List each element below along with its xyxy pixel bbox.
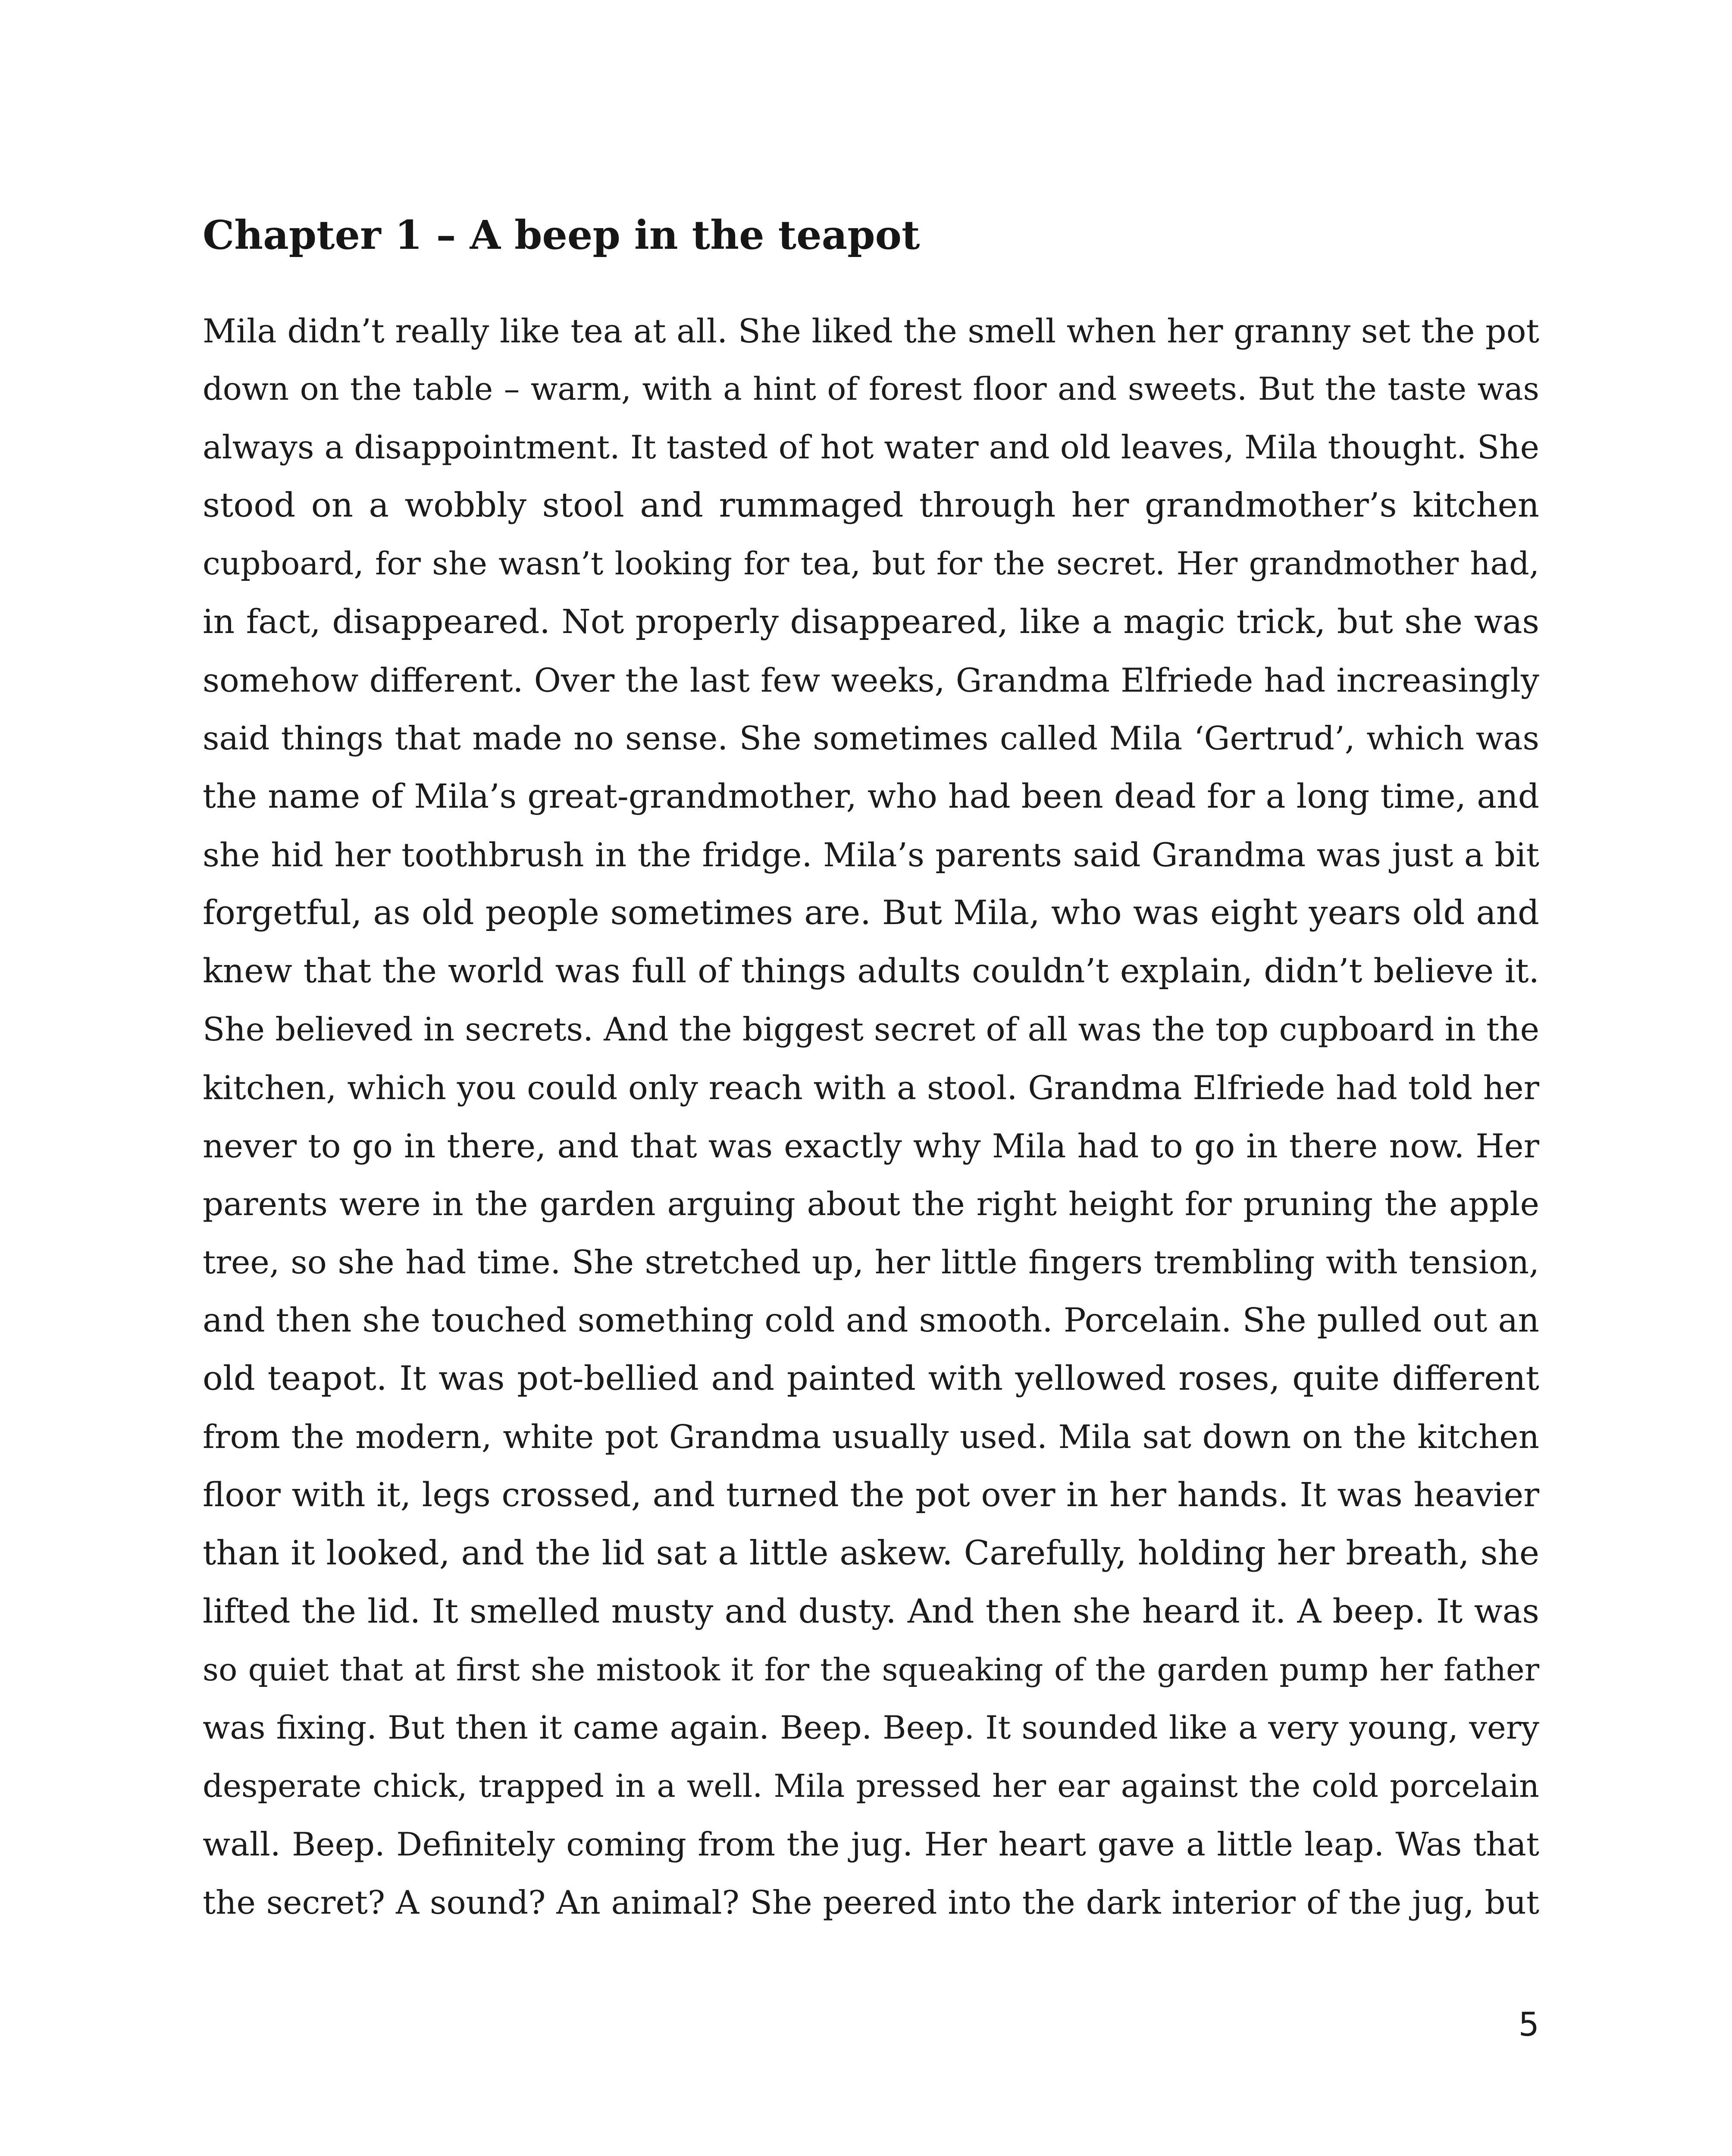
body-line: and then she touched something cold and smooth. Porcelain. She pulled out an: [203, 1301, 1539, 1340]
chapter-body-text: [203, 302, 1539, 1932]
body-line: somehow different. Over the last few weeks, Grandma Elfriede had increasingly: [203, 661, 1539, 699]
body-line: than it looked, and the lid sat a little askew. Carefully, holding her breath, she: [203, 1534, 1539, 1573]
body-line: floor with it, legs crossed, and turned the pot over in her hands. It was heavier: [203, 1476, 1539, 1514]
body-line: the secret? A sound? An animal? She peered into the dark interior of the jug, but: [203, 1883, 1539, 1921]
body-line: was fixing. But then it came again. Beep. Beep. It sounded like a very young, very: [203, 1709, 1539, 1746]
page-number: 5: [1518, 2005, 1539, 2043]
body-line: cupboard, for she wasn’t looking for tea, but for the secret. Her grandmother had,: [203, 545, 1539, 582]
body-line: Mila didn’t really like tea at all. She liked the smell when her granny set the pot: [203, 312, 1539, 350]
body-line: parents were in the garden arguing about the right height for pruning the apple: [203, 1185, 1539, 1223]
body-line: never to go in there, and that was exactly why Mila had to go in there now. Her: [203, 1127, 1539, 1165]
body-line: old teapot. It was pot-bellied and painted with yellowed roses, quite different: [203, 1359, 1539, 1398]
body-line: wall. Beep. Definitely coming from the jug. Her heart gave a little leap. Was that: [203, 1825, 1539, 1863]
body-line: stood on a wobbly stool and rummaged through her grandmother’s kitchen: [203, 486, 1539, 525]
body-line: forgetful, as old people sometimes are. But Mila, who was eight years old and: [203, 893, 1539, 932]
body-line: always a disappointment. It tasted of hot water and old leaves, Mila thought. She: [203, 428, 1539, 466]
body-line: kitchen, which you could only reach with a stool. Grandma Elfriede had told her: [203, 1069, 1539, 1107]
chapter-title: Chapter 1 – A beep in the teapot: [203, 212, 920, 258]
body-line: she hid her toothbrush in the fridge. Mila’s parents said Grandma was just a bit: [203, 836, 1539, 874]
body-line: tree, so she had time. She stretched up, her little fingers trembling with tension,: [203, 1243, 1539, 1281]
body-line: the name of Mila’s great-grandmother, who had been dead for a long time, and: [203, 777, 1539, 816]
body-line: lifted the lid. It smelled musty and dusty. And then she heard it. A beep. It was: [203, 1592, 1539, 1631]
body-line: so quiet that at first she mistook it for the squeaking of the garden pump her father: [203, 1651, 1539, 1688]
body-line: knew that the world was full of things adults couldn’t explain, didn’t believe it.: [203, 952, 1539, 990]
body-line: in fact, disappeared. Not properly disappeared, like a magic trick, but she was: [203, 603, 1539, 641]
body-line: down on the table – warm, with a hint of forest floor and sweets. But the taste was: [203, 371, 1539, 407]
body-line: desperate chick, trapped in a well. Mila pressed her ear against the cold porcelain: [203, 1768, 1539, 1805]
body-line: from the modern, white pot Grandma usually used. Mila sat down on the kitchen: [203, 1418, 1539, 1456]
body-line: She believed in secrets. And the biggest secret of all was the top cupboard in the: [203, 1010, 1539, 1048]
body-line: said things that made no sense. She sometimes called Mila ‘Gertrud’, which was: [203, 719, 1539, 757]
